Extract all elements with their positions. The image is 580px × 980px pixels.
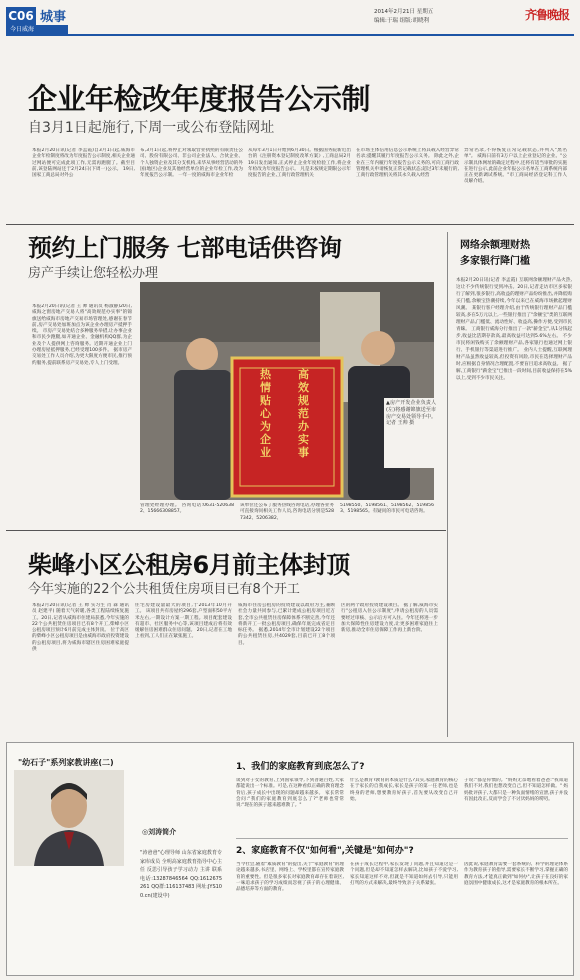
story2-headline: 预约上门服务 七部电话供咨询 <box>28 234 342 262</box>
column-divider <box>447 232 448 737</box>
section-divider <box>6 224 574 225</box>
photo-caption: ▲房产开发企业负责人(左)将感谢锦旗送至市房产交易处领导手中。 记者 王帅 摄 <box>384 398 438 468</box>
side-story-body: 本报2月20日讯(记者 李孟霞) 互联网余额理财产品火热,这让不少传统银行受到冲击。20日,记者走访市区多家银行了解到,很多银行,高收益的理财产品纷纷推出,并降低购买门槛,余额宝热潮持续,今年以来已在威海市场掀起理财风潮。 某银行客户经理介绍,由于传统银行理财产品门槛较高,多在5万元以上,一些银行推出了"余额宝"类的互联网理财产品,门槛低、流动性好、收益高,操作方便,受到市民青睐。 工商银行威海分行推出了一款"薪金宝",从1分钱起步,收益比活期存款高,最高收益可达到5.6%左右。 不少市民将闲钱购买了余额理财产品,各家银行也通过网上银行、手机银行等渠道进行推广。 业内人士提醒,互联网理财产品虽然收益较高,但投资有风险,市民在选择理财产品时,应根据自身情况合理配置,不要盲目追求高收益。 据了解,工商银行"薪金宝"已推出一段时间,目前收益保持在5%以上,受到不少市民关注。 <box>456 278 572 381</box>
story1-column-2: 布,3月1日起,将停止对领取营业执照的有限责任公司、股份有限公司、非公司企业法人、合伙企业、个人独资企业及其分支机构,来华从事经营活动的外国(地区)企业及其他经营单位的企业年检工作,改为年度报告公示制。 一年一度的威海市企业年检 <box>140 148 243 179</box>
page-code: C06 <box>6 7 36 25</box>
newspaper-logo: 齐鲁晚报 <box>525 8 570 22</box>
q-divider <box>236 838 568 839</box>
story1-column-4: 在市场主体信用信息公示系统上将其载入经营异常名录;提醒其履行年度报告公示义务。 除此之外,企业在三年内履行年度报告公示义务的,可向工商行政管理机关申请恢复正常记载状态;超过3年未履行的,工商行政管理机关将其永久载入经营 <box>356 148 459 179</box>
story3-subhead: 今年实施的22个公共租赁住房项目已有8个开工 <box>28 582 300 597</box>
story1-column-3: 从每年3月1日开始到6月30日。根据国务院新近出台的《注册资本登记制度改革方案》,工商总局2月19日发出通知,正式停止企业年度检验工作,将企业年检改为年度报告公示。 凡是未按规定期限公示年度报告的企业,工商行政管理机关 <box>248 148 351 179</box>
q2-column-2: 在孩子成长过程中,家长发现了问题,并且知道这是一个问题,但是却不知道怎样去解决,比如孩子不爱学习,家长知道这样不对,但就是不知道如何去引导,只能用打骂的方式来解决,最终导致亲子关系紧张。 <box>350 862 458 886</box>
story1-headline: 企业年检改年度报告公示制 <box>28 82 371 116</box>
lecturer-name-label: ◎刘涛简介 <box>142 828 177 836</box>
publication-date: 2014年2月21日 星期五 <box>374 9 434 15</box>
story3-column-1: 本报2月20日讯(记者 王 帅 实习生 肖 森 通讯员 赵建平) 随着天气转暖,各类工程陆续恢复施工。20日,记者从威海市住建局获悉,今年实施的22个公共租赁住房项目已有8个开工,柴峰小区公租房项目预计6月前完成主体封顶。 位于高区的柴峰小区公租房项目是由威海市政府投资建设的公租房项目,将为威海市辖区住房困难家庭提供 <box>32 603 129 653</box>
side-headline-line-1: 网络余额理财热 <box>460 240 530 251</box>
forum-series-tag: "幼石子"系列家教讲座(二) <box>18 758 114 767</box>
q1-column-2: 什么是教育?教育的本质是什么?其实,家庭教育的核心在于家长的自我成长,家长是孩子的第一任老师,也是终身的老师,想要教育好孩子,首先要从改变自己开始。 <box>350 778 458 802</box>
side-headline-line-2: 多家银行降门槛 <box>460 256 530 267</box>
subsection-label: 今日威海 <box>6 25 68 34</box>
q2-column-1: 当今社会,随着"素质教育"的提出,关于"家庭教育"的理论越来越多,书店里、网络上、学校里都在宣传家庭教育的重要性。但是很多家长对家庭教育却存在着误区,一味追求孩子的学习成绩而忽视了孩子的心理健康、品德培养等方面的教育。 <box>236 862 344 893</box>
story2-subhead: 房产手续让您轻松办理 <box>28 266 159 281</box>
story2-column-1: 本报2月20日讯(记者 王 帅 通讯员 杨淑静)20日,威海之窗房地产交易人将"高效规范办实事"的锦旗送给威海市房地产交易市场管理处,感谢在春节前,房产交易处加班加点为该企业办理房产抵押手续。 市房产交易处结合多种服务举措,让办事企业和市民少跑腿,如开通企业、金融机构QQ群,为企业及个人提供网上咨询服务。近期开通企业上门办理房屋抵押服务,已经受理100多件。 据市房产交易处工作人员介绍,为更大限度方便市民,推行预约服务,提前联系房产交易处,专人上门受理。 <box>32 304 132 366</box>
lecturer-portrait-illustration <box>14 770 124 866</box>
q1-title: 1、我们的家庭教育到底怎么了? <box>236 762 365 772</box>
banner-text-line-2: 热情贴心为企业 <box>260 368 271 459</box>
story1-column-1: 本报2月20日讯(记者 李孟霞)自3月1日起,威海市企业年检制度将改为年度报告公示制度,相关企业通过网站便可完成此项工作,无需再跑腿了。截至目前,该登陆网站还于2月24日(下周一)公示。 19日,国家工商总局对外公 <box>32 148 135 179</box>
story3-column-4: 区的两个政府投资建设项目。 据了解,威海市实行"公租房入住公示制度",申请公租房的人员需要经过审核、公示后方可入住。今年还将进一步加大保障性住房建设力度,让更多困难家庭住上新房,推动全市住房保障工作再上新台阶。 <box>341 603 438 634</box>
lecturer-photo <box>14 770 124 866</box>
story2-column-2: 管理处经理办理。 咨询电话:0631-5206382、15666308857。 <box>140 503 234 515</box>
section-title: 城事 <box>40 10 67 25</box>
story1-subhead: 自3月1日起施行,下周一或公布登陆网址 <box>28 120 275 136</box>
q2-title: 2、家庭教育不仅"如何看",关键是"如何办"? <box>236 846 414 856</box>
story2-column-3: 该单位还公布了服务热线咨询电话,办理各业务可直接询问相关工作人员,咨询电话分别是5287342、5206382、 <box>240 503 334 521</box>
story1-column-5: 异常名录,不得恢复正常记载状态,并列入"黑名单"。 威海日前有3万户以上企业登记的企业。"公示制具体网址的确定过程中,还将有适当审批的实施在进行公示,此前企业年报公示名单在工商系统内部正在更新调试系统。"市工商局经济登记科工作人员解介绍。 <box>464 148 567 185</box>
story3-column-2: 住宅房建设量最大的项目,于2013年10月开工。 该项目共有房屋约296套,户型面积50平方米左右,一期设计方案一期工程。项目配套建设有超市、社区服务中心等,该项目建成后将有效缓解住房困难群众住房问题。 20日,记者在工地上看到,工人们正在紧张施工。 <box>135 603 232 640</box>
q1-column-3: 子说:"都是你惯的。"妈妈无奈地看着爸爸:"我知道我们不对,我们也想改变自己,但不知道怎样做。" 妈妈批评孩子,大都只是一种负面情绪的宣泄,孩子并没有因此改正,反而学会了不讨厌妈妈的唠叨。 <box>464 778 568 802</box>
story3-headline: 柴峰小区公租房6月前主体封顶 <box>28 551 350 579</box>
masthead-rule <box>6 34 574 36</box>
q1-column-1: 谈到对子女的教育,上到国家领导,下到普通百姓,大家都能说出一个标准。可是,在这种看似正确的教育理念背后,孩子成长中出现的问题却越来越多。 家长常常会问:"我们的家庭教育到底怎么了?"老师也常常说:"现在的孩子越来越难教了。" <box>236 778 344 809</box>
editor-credits: 编辑:于瑞 组版:胡晓利 <box>374 18 429 24</box>
banner-text-line-1: 高效规范办实事 <box>298 368 309 459</box>
story3-column-3: 威海市住房公租房的投资建设以政府为主,兼顾社会力量共同参与,已累计建成公租房项目近万套,全市公共租赁住房保障体系不断完善,今年还将新开工一批公租房项目,确保年底完成省定目标任务。 据悉,2014年全市计划建设22个项目的公共租赁住房,共4029套,目前已开工8个项目。 <box>238 603 335 646</box>
section-divider <box>6 530 446 531</box>
story2-column-4: 5198550、5198561、5198562、5198563、5198565。有疑问的市民可电话咨询。 <box>340 503 434 515</box>
lecturer-bio: "涛爸爸"心理导师 山东省家庭教育专家库成员 全明高家庭教育指导中心主任 反思引导孩子学习动力 主讲 联系电话:13287846564 QQ:1612675261 QQ群:116137483 网址:JYS100.cn(建设中) <box>140 850 222 899</box>
q2-column-3: 因此说,家庭教育需要一套系统的、科学的理论体系作为教育孩子的指导,需要家长不断学习,掌握正确的教育方法,才能真正做到"如何办",让孩子在良好的家庭氛围中健康成长,这才是家庭教育的根本所在。 <box>464 862 568 886</box>
